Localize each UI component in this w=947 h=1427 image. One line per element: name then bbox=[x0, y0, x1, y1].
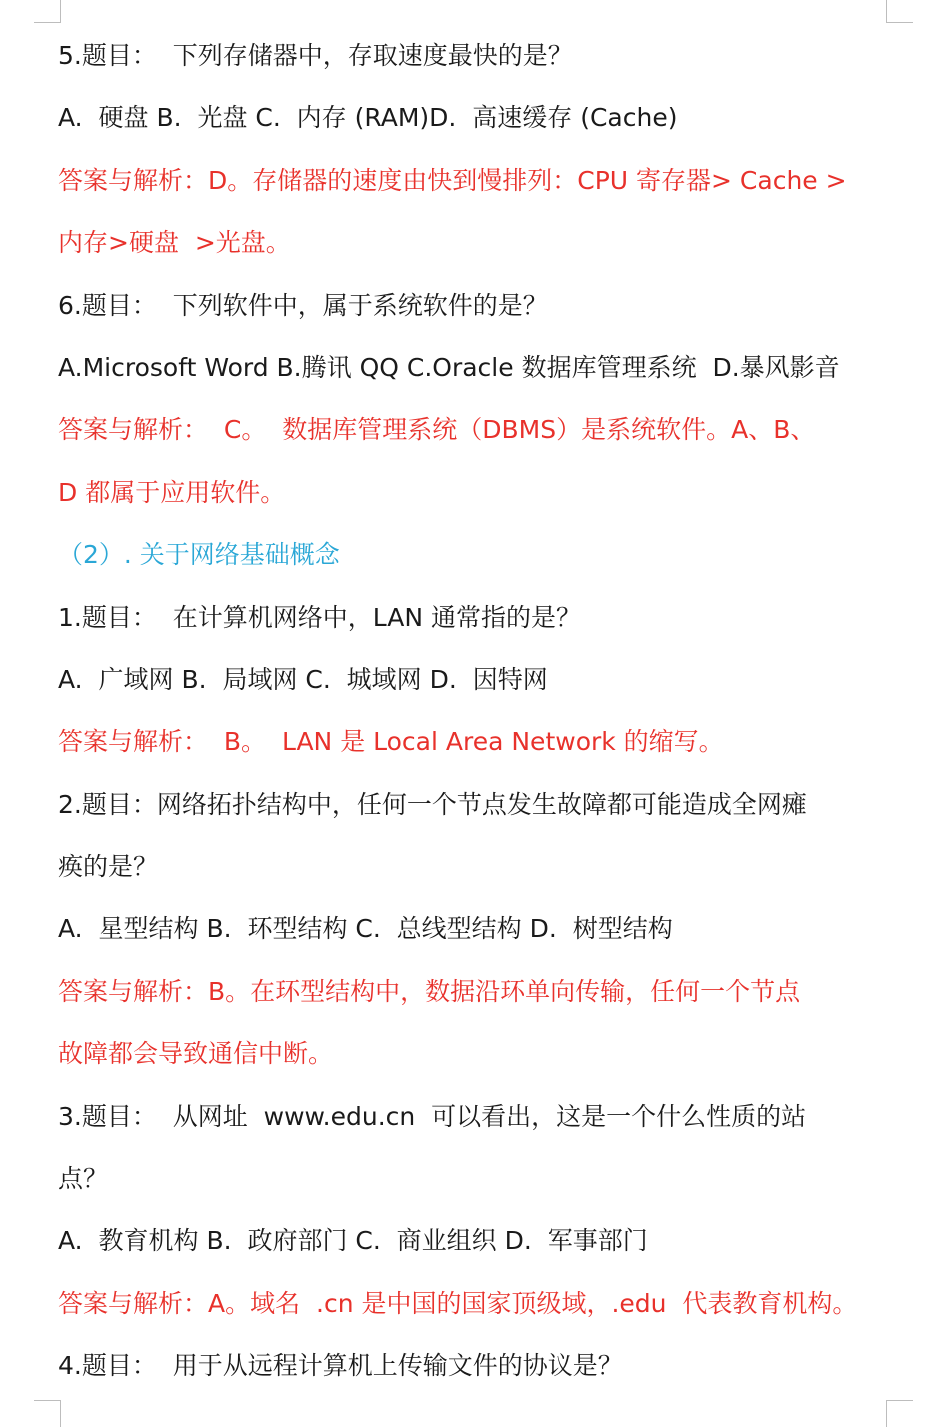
doc-line: A. 硬盘 B. 光盘 C. 内存 (RAM)D. 高速缓存 (Cache) bbox=[58, 103, 678, 133]
doc-line: A. 教育机构 B. 政府部门 C. 商业组织 D. 军事部门 bbox=[58, 1226, 648, 1256]
doc-line: 点？ bbox=[58, 1164, 109, 1194]
doc-line: 3.题目： 从网址 www.edu.cn 可以看出，这是一个什么性质的站 bbox=[58, 1101, 807, 1131]
doc-line: 2.题目：网络拓扑结构中，任何一个节点发生故障都可能造成全网瘫 bbox=[58, 789, 807, 819]
section-heading: （2）. 关于网络基础概念 bbox=[58, 540, 340, 570]
doc-line: 内存>硬盘 >光盘。 bbox=[58, 228, 291, 258]
doc-line: 6.题目： 下列软件中，属于系统软件的是？ bbox=[58, 290, 548, 320]
doc-line: A. 广域网 B. 局域网 C. 城域网 D. 因特网 bbox=[58, 664, 548, 694]
crop-mark-top-right bbox=[886, 0, 913, 23]
doc-line: A.Microsoft Word B.腾讯 QQ C.Oracle 数据库管理系统 D.暴风影音 bbox=[58, 352, 840, 382]
doc-line: A. 星型结构 B. 环型结构 C. 总线型结构 D. 树型结构 bbox=[58, 914, 673, 944]
doc-line: 答案与解析：B。在环型结构中，数据沿环单向传输，任何一个节点 bbox=[58, 976, 801, 1006]
doc-line: 4.题目： 用于从远程计算机上传输文件的协议是？ bbox=[58, 1351, 623, 1381]
doc-line: 痪的是？ bbox=[58, 852, 159, 882]
document-body bbox=[58, 31, 893, 1404]
doc-line: 答案与解析： B。 LAN 是 Local Area Network 的缩写。 bbox=[58, 727, 724, 757]
doc-line: 故障都会导致通信中断。 bbox=[58, 1039, 334, 1069]
doc-line: 答案与解析： C。 数据库管理系统（DBMS）是系统软件。A、B、 bbox=[58, 415, 816, 445]
doc-line: 答案与解析：A。域名 .cn 是中国的国家顶级域，.edu 代表教育机构。 bbox=[58, 1288, 858, 1318]
doc-line: 答案与解析：D。存储器的速度由快到慢排列：CPU 寄存器> Cache > bbox=[58, 165, 847, 195]
doc-line: D 都属于应用软件。 bbox=[58, 477, 286, 507]
crop-mark-top-left bbox=[34, 0, 61, 23]
doc-line: 1.题目： 在计算机网络中，LAN 通常指的是？ bbox=[58, 602, 581, 632]
doc-line: 5.题目： 下列存储器中，存取速度最快的是？ bbox=[58, 41, 573, 70]
